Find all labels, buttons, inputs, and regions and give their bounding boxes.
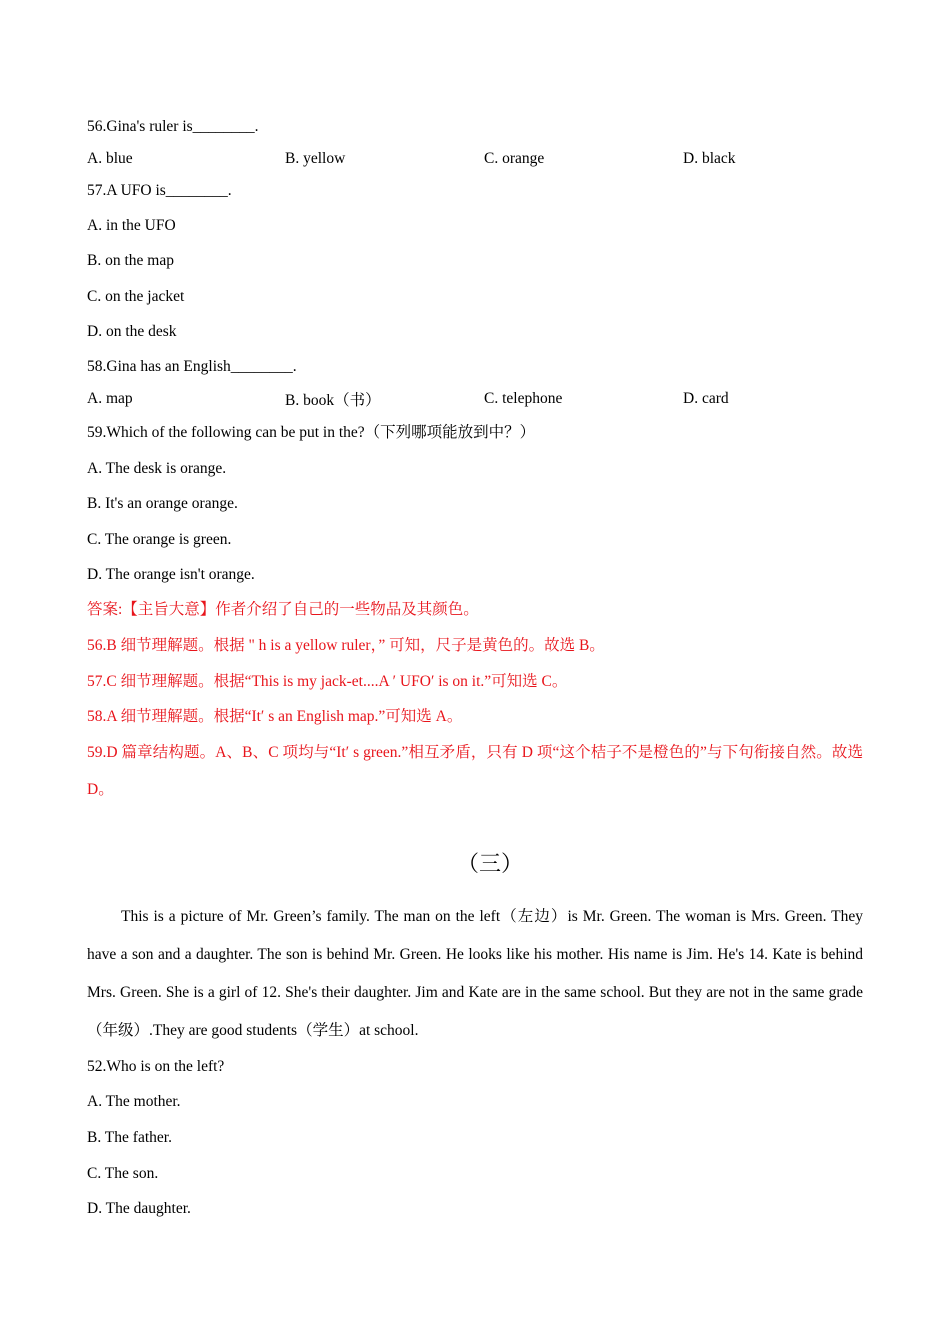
q59-option-b: B. It's an orange orange. <box>87 495 238 512</box>
q56-option-c: C. orange <box>484 150 545 167</box>
question-57-stem: 57.A UFO is________. <box>87 182 232 199</box>
q59-option-a: A. The desk is orange. <box>87 460 227 477</box>
q58-option-c: C. telephone <box>484 390 563 407</box>
section-heading: （三） <box>456 851 523 876</box>
q52-option-d: D. The daughter. <box>87 1200 191 1217</box>
question-59-stem: 59.Which of the following can be put in the?（下列哪项能放到中？） <box>87 424 536 441</box>
q56-option-d: D. black <box>683 150 736 167</box>
q52-option-c: C. The son. <box>87 1165 159 1182</box>
answer-57: 57.C 细节理解题。根据“This is my jack-et....A ′ UFO′ is on it.”可知选 C。 <box>87 673 568 690</box>
q56-option-b: B. yellow <box>285 150 346 167</box>
q58-option-b: B. book（书） <box>285 392 381 409</box>
q58-option-a: A. map <box>87 390 133 407</box>
q56-option-a: A. blue <box>87 150 133 167</box>
question-52-stem: 52.Who is on the left? <box>87 1058 225 1075</box>
q52-option-a: A. The mother. <box>87 1093 181 1110</box>
q57-option-c: C. on the jacket <box>87 288 185 305</box>
answer-56: 56.B 细节理解题。根据 " h is a yellow ruler，” 可知，尺子是黄色的。故选 B。 <box>87 637 605 654</box>
question-58-stem: 58.Gina has an English________. <box>87 358 297 375</box>
question-56-stem: 56.Gina's ruler is________. <box>87 118 259 135</box>
q57-option-d: D. on the desk <box>87 323 177 340</box>
answer-58: 58.A 细节理解题。根据“It′ s an English map.”可知选 A。 <box>87 708 463 725</box>
answer-intro: 答案:【主旨大意】作者介绍了自己的一些物品及其颜色。 <box>87 601 479 618</box>
q59-option-c: C. The orange is green. <box>87 531 232 548</box>
q58-option-d: D. card <box>683 390 729 407</box>
q57-option-a: A. in the UFO <box>87 217 176 234</box>
answer-59: 59.D 篇章结构题。A、B、C 项均与“It′ s green.”相互矛盾，只有 D 项“这个桔子不是橙色的”与下句衔接自然。故选 D。 <box>87 744 863 798</box>
q57-option-b: B. on the map <box>87 252 174 269</box>
q52-option-b: B. The father. <box>87 1129 172 1146</box>
q59-option-d: D. The orange isn't orange. <box>87 566 255 583</box>
reading-passage: This is a picture of Mr. Green’s family. The man on the left（左边）is Mr. Green. The woman is Mrs. Green. They have a son and a daughter. The son is behind Mr. Green. He looks like his mother. His name is Jim. He's 14. Kate is behind Mrs. Green. She is a girl of 12. She's their daughter. Jim and Kate are in the same school. But they are not in the same grade（年级）.They are good students（学生）at school. <box>87 908 863 1039</box>
